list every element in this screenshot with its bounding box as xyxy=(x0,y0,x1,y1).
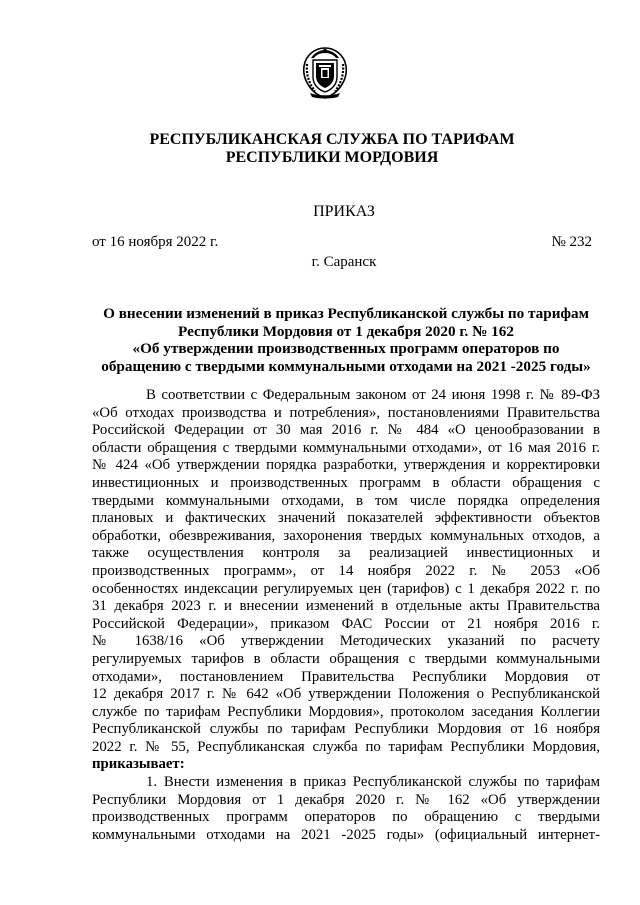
body-line: также осуществления контроля за реализацией инвестиционных и xyxy=(92,545,600,562)
document-date: от 16 ноября 2022 г. xyxy=(92,234,219,250)
body-line: регулируемых тарифов в области обращения с твердыми коммунальными xyxy=(92,650,600,667)
body-line: Республиканской службы по тарифам Республики Мордовия от 16 ноября xyxy=(92,721,600,738)
body-line: области обращения с твердыми коммунальными отходами», от 16 мая 2016 г. xyxy=(92,439,600,456)
title-line: Республики Мордовия от 1 декабря 2020 г. № 162 xyxy=(178,322,514,340)
body-line: № 424 «Об утверждении порядка разработки, утверждения и корректировки xyxy=(92,457,600,474)
orders-keyword: приказывает: xyxy=(92,756,185,773)
item-1-line: производственных программ операторов по обращению с твердыми xyxy=(92,809,600,826)
organization-region: РЕСПУБЛИКИ МОРДОВИЯ xyxy=(225,149,439,166)
coat-of-arms-emblem xyxy=(300,46,350,100)
body-line: обработки, обезвреживания, захоронения твердых коммунальных отходов, а xyxy=(92,527,600,544)
body-line: отходами», постановлением Правительства Республики Мордовия от xyxy=(92,668,600,685)
body-line: В соответствии с Федеральным законом от 24 июня 1998 г. № 89-ФЗ xyxy=(146,387,600,403)
body-line: Российской Федерации», приказом ФАС России от 21 ноября 2016 г. xyxy=(92,615,600,632)
body-line: Российской Федерации от 30 мая 2016 г. № 484 «О ценообразовании в xyxy=(92,422,600,439)
document-type: ПРИКАЗ xyxy=(313,203,375,220)
body-line: службе по тарифам Республики Мордовия», протоколом заседания Коллегии xyxy=(92,703,600,720)
title-line: О внесении изменений в приказ Республиканской службы по тарифам xyxy=(103,305,589,322)
item-1-line: 1. Внести изменения в приказ Республиканской службы по тарифам xyxy=(146,774,600,791)
organization-name: РЕСПУБЛИКАНСКАЯ СЛУЖБА ПО ТАРИФАМ xyxy=(149,131,515,148)
title-line: «Об утверждении производственных программ операторов по xyxy=(132,340,560,358)
body-line: 31 декабря 2023 г. и внесении изменений в отдельные акты Правительства xyxy=(92,598,600,615)
body-line: 2022 г. № 55, Республиканская служба по тарифам Республики Мордовия, xyxy=(92,738,600,755)
body-line: твердыми коммунальными отходами, в том числе порядка определения xyxy=(92,492,600,509)
title-line: обращению с твердыми коммунальными отходами на 2021 -2025 годы» xyxy=(101,357,591,375)
document-city: г. Саранск xyxy=(311,254,377,270)
item-1-line: Республики Мордовия от 1 декабря 2020 г. № 162 «Об утверждении xyxy=(92,791,600,808)
body-line: производственных программ», от 14 ноября 2022 г. № 2053 «Об xyxy=(92,562,600,579)
document-title xyxy=(92,305,600,375)
item-1-line: коммунальными отходами на 2021 -2025 годы» (официальный интернет- xyxy=(92,826,600,843)
body-line: № 1638/16 «Об утверждении Методических указаний по расчету xyxy=(92,633,600,650)
body-line: особенностях индексации регулируемых цен (тарифов) с 1 декабря 2022 г. по xyxy=(92,580,600,597)
document-number: № 232 xyxy=(551,234,592,250)
document-body xyxy=(92,387,600,844)
body-line: 12 декабря 2017 г. № 642 «Об утверждении Положения о Республиканской xyxy=(92,686,600,703)
body-line: плановых и фактических значений показателей эффективности объектов xyxy=(92,510,600,527)
body-line: инвестиционных и производственных программ в области обращения с xyxy=(92,474,600,491)
body-line: «Об отходах производства и потребления», постановлениями Правительства xyxy=(92,404,600,421)
